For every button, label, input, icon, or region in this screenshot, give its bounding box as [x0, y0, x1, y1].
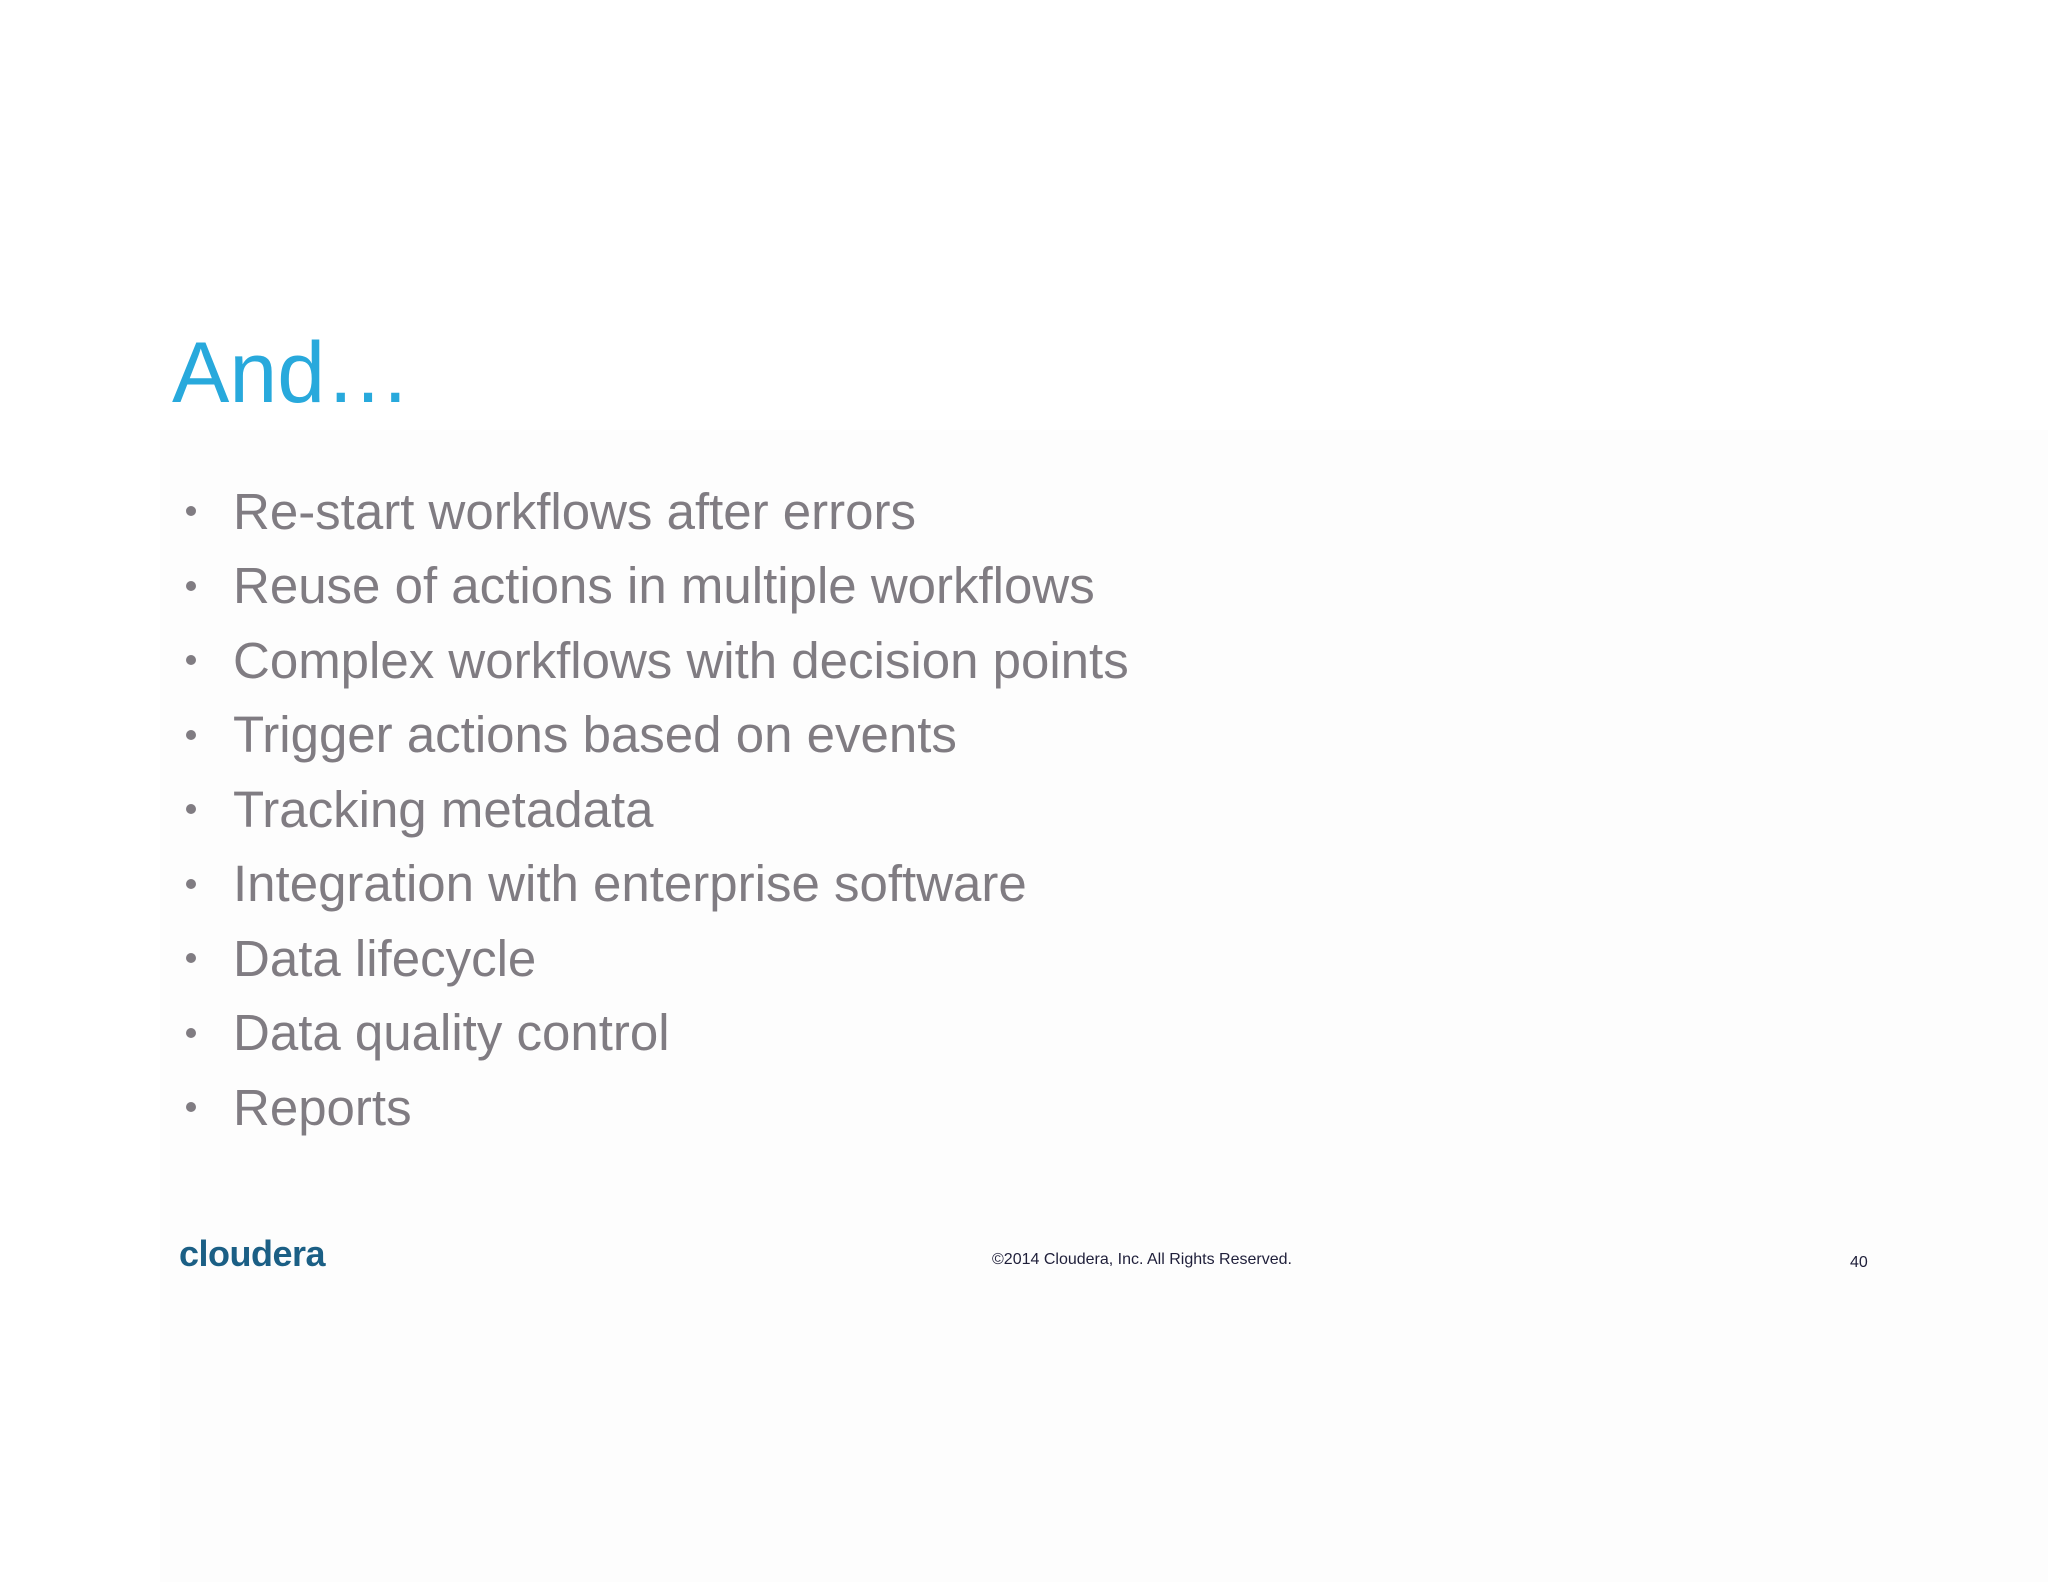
- bullet-dot-icon: [186, 506, 196, 516]
- bullet-text: Re-start workflows after errors: [233, 482, 916, 540]
- bullet-text: Complex workflows with decision points: [233, 631, 1129, 689]
- slide-title: And…: [172, 325, 412, 421]
- bullet-text: Reuse of actions in multiple workflows: [233, 557, 1095, 615]
- bullet-text: Tracking metadata: [233, 780, 654, 838]
- bullet-dot-icon: [186, 1028, 196, 1038]
- bullet-item: [186, 772, 1129, 847]
- bullet-dot-icon: [186, 1102, 196, 1112]
- bullet-text: Trigger actions based on events: [233, 706, 957, 764]
- bullet-dot-icon: [186, 655, 196, 665]
- bullet-dot-icon: [186, 730, 196, 740]
- bullet-text: Reports: [233, 1078, 412, 1136]
- bullet-item: [186, 698, 1129, 773]
- bullet-dot-icon: [186, 804, 196, 814]
- bullet-dot-icon: [186, 581, 196, 591]
- bullet-text: Data lifecycle: [233, 929, 537, 987]
- bullet-item: [186, 1070, 1129, 1145]
- bullet-item: [186, 847, 1129, 922]
- bullet-dot-icon: [186, 953, 196, 963]
- bullet-dot-icon: [186, 879, 196, 889]
- copyright-notice: ©2014 Cloudera, Inc. All Rights Reserved.: [992, 1251, 1292, 1268]
- bullet-item: [186, 996, 1129, 1071]
- cloudera-logo: cloudera: [179, 1233, 326, 1274]
- bullet-text: Integration with enterprise software: [233, 855, 1027, 913]
- bullet-list: [186, 474, 1129, 1145]
- bullet-item: [186, 549, 1129, 624]
- page-number: 40: [1850, 1254, 1868, 1271]
- bullet-item: [186, 623, 1129, 698]
- bullet-item: [186, 474, 1129, 549]
- bullet-item: [186, 921, 1129, 996]
- bullet-text: Data quality control: [233, 1004, 670, 1062]
